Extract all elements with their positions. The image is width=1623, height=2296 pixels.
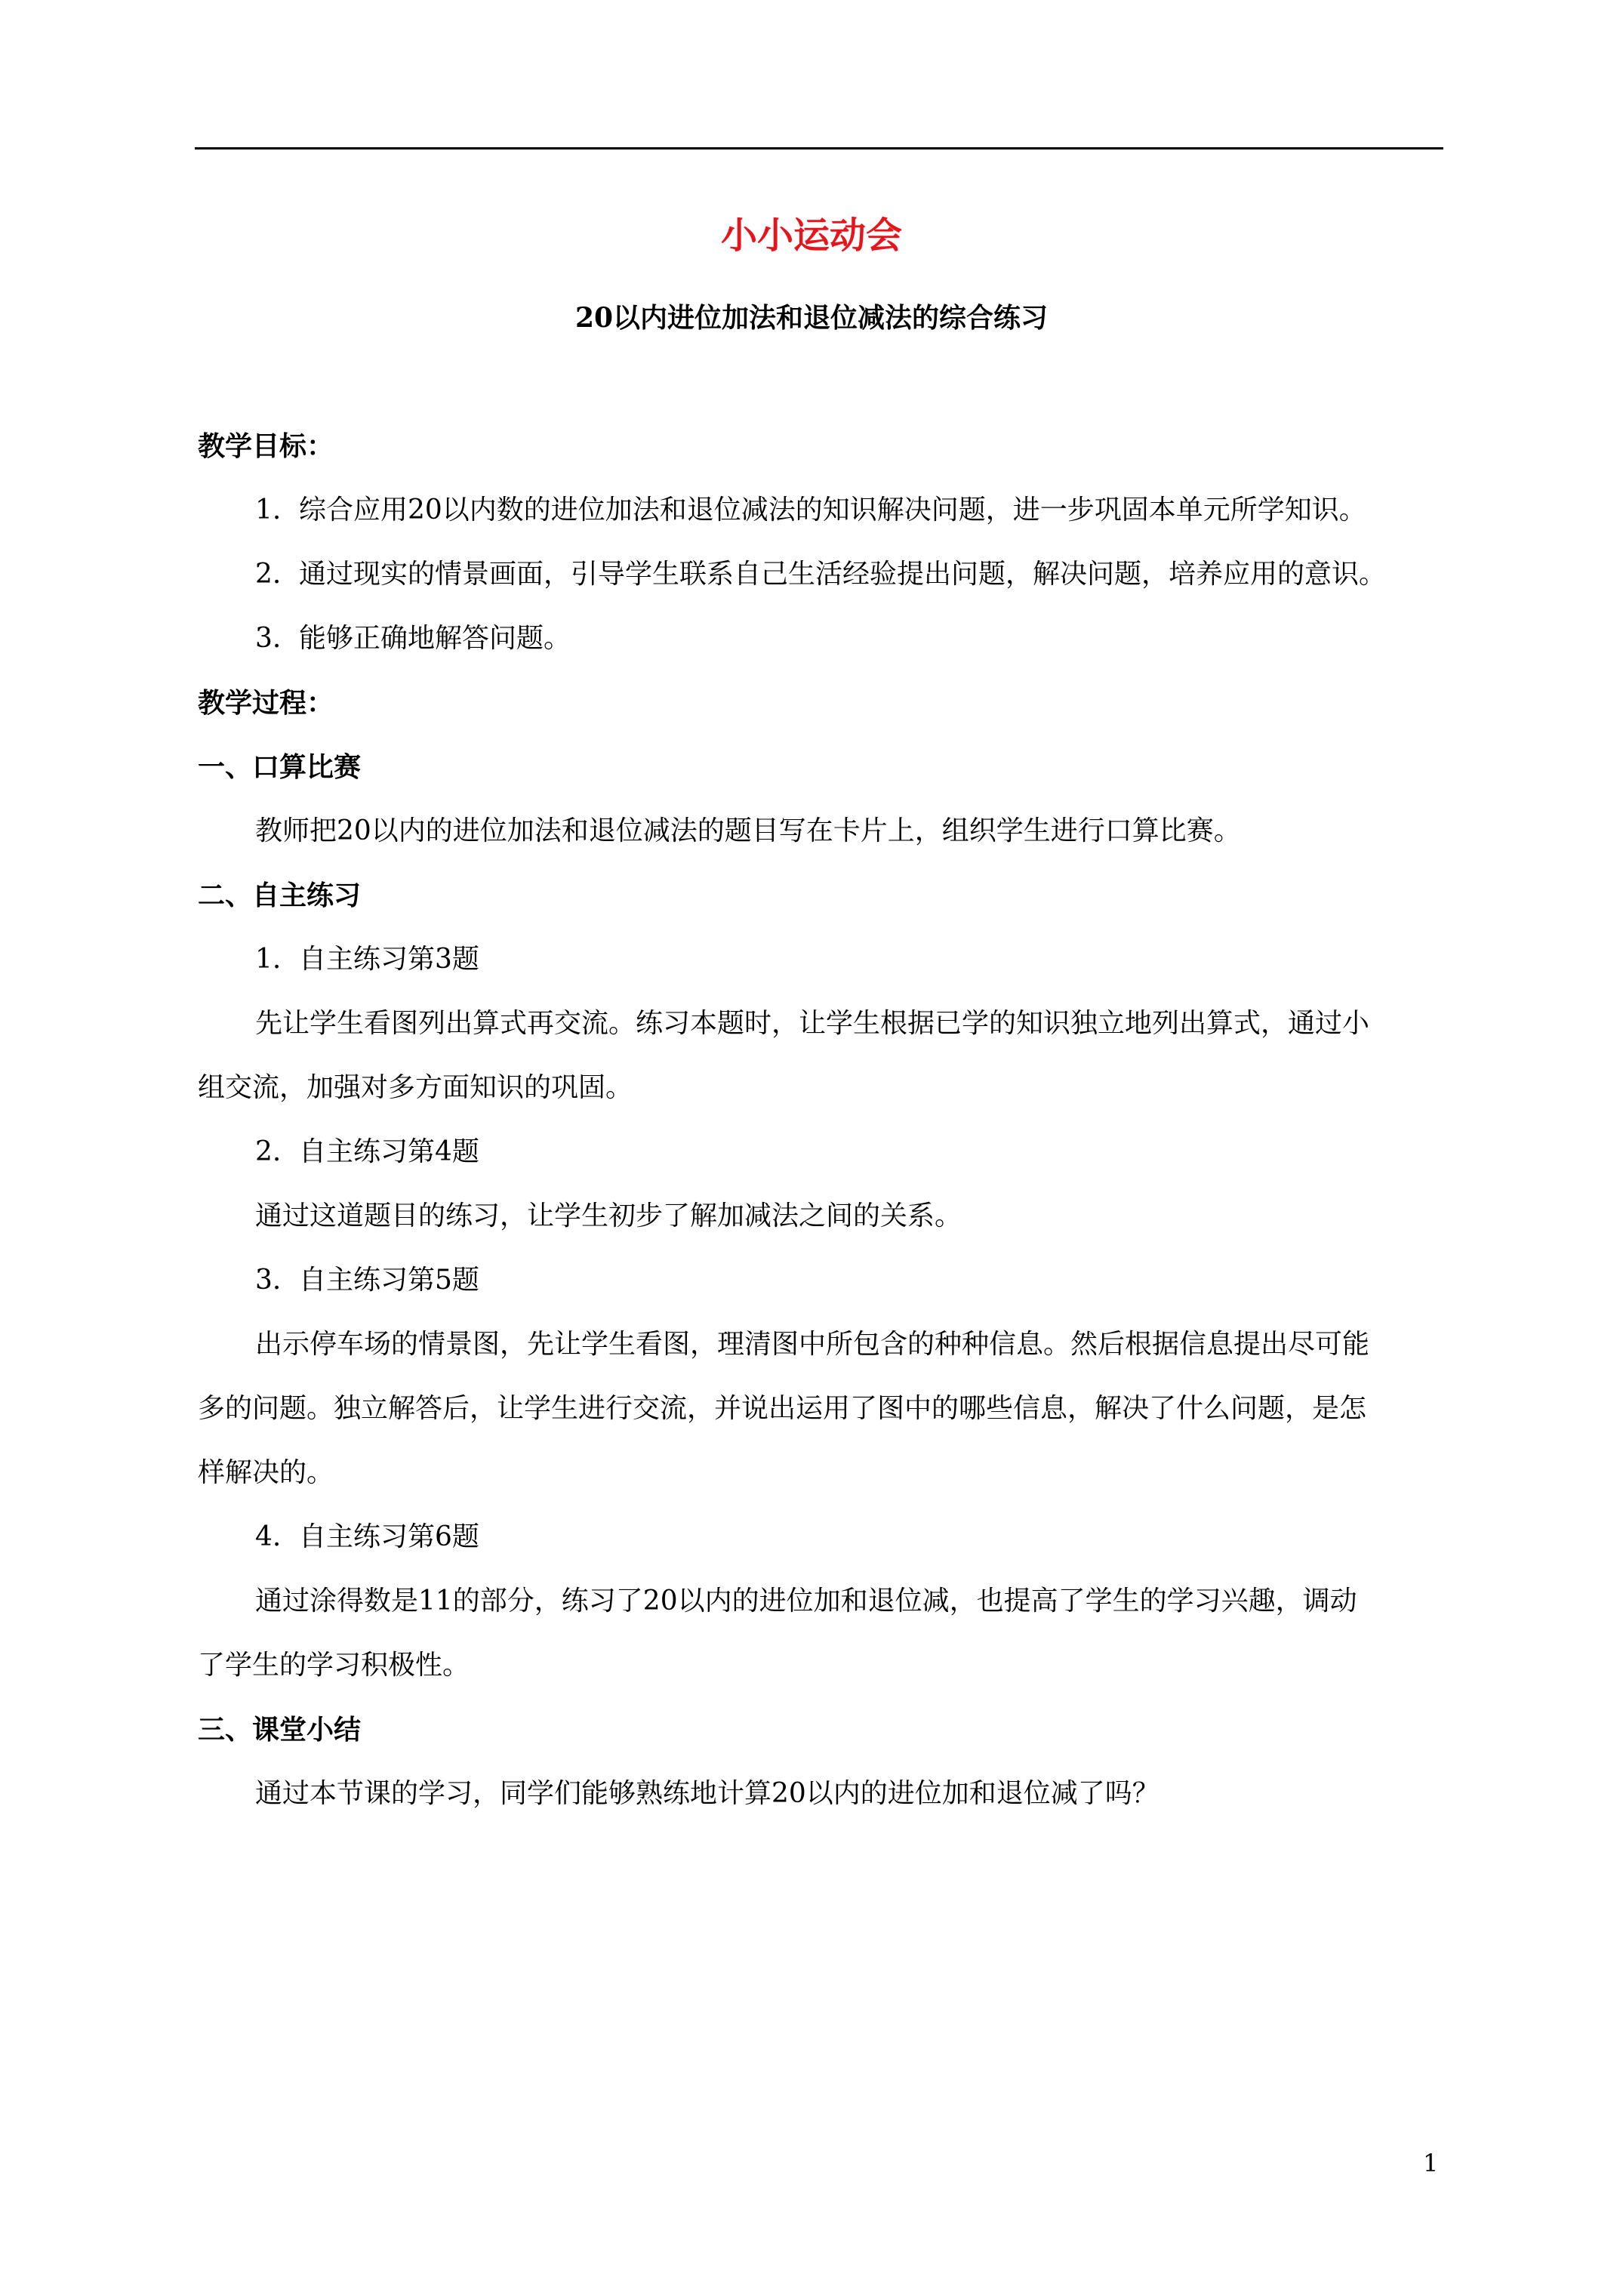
exercise-label: 自主练习第5题 (299, 1265, 479, 1296)
section1-heading: 一、口算比赛 (198, 751, 362, 783)
section3-paragraph: 通过本节课的学习，同学们能够熟练地计算20以内的进位加和退位减了吗？ (255, 1778, 1160, 1809)
exercise-item-4 (255, 1520, 479, 1555)
objective-number: 1. (255, 495, 282, 525)
objective-text: 通过现实的情景画面，引导学生联系自己生活经验提出问题，解决问题，培养应用的意识。 (299, 559, 1387, 590)
objective-text: 综合应用20以内数的进位加法和退位减法的知识解决问题，进一步巩固本单元所学知识。 (299, 495, 1366, 525)
exercise-4-line-1: 通过涂得数是11的部分，练习了20以内的进位加和退位减，也提高了学生的学习兴趣，调动 (255, 1586, 1357, 1616)
document-title: 小小运动会 (720, 214, 902, 257)
objective-item-1 (255, 493, 1366, 528)
exercise-number: 3. (255, 1265, 282, 1296)
objective-number: 2. (255, 559, 282, 590)
exercise-3-line-3: 样解决的。 (198, 1457, 334, 1488)
exercise-3-line-1: 出示停车场的情景图，先让学生看图，理清图中所包含的种种信息。然后根据信息提出尽可能 (255, 1329, 1370, 1360)
exercise-number: 1. (255, 944, 282, 975)
page-number: 1 (1423, 2149, 1439, 2177)
exercise-label: 自主练习第3题 (299, 944, 479, 975)
header-rule (195, 147, 1443, 149)
exercise-item-2 (255, 1135, 479, 1170)
objective-text: 能够正确地解答问题。 (299, 623, 571, 654)
section3-heading: 三、课堂小结 (198, 1714, 362, 1746)
objectives-heading: 教学目标： (198, 430, 334, 462)
objective-item-3 (255, 621, 571, 656)
exercise-number: 4. (255, 1521, 282, 1552)
exercise-number: 2. (255, 1136, 282, 1167)
objective-number: 3. (255, 623, 282, 654)
exercise-1-line-2: 组交流，加强对多方面知识的巩固。 (198, 1072, 633, 1103)
exercise-3-line-2: 多的问题。独立解答后，让学生进行交流，并说出运用了图中的哪些信息，解决了什么问题，是怎 (198, 1393, 1367, 1424)
document-subtitle: 20以内进位加法和退位减法的综合练习 (574, 302, 1049, 334)
exercise-item-3 (255, 1263, 479, 1298)
exercise-item-1 (255, 942, 479, 977)
process-heading: 教学过程： (198, 687, 334, 719)
exercise-4-line-2: 了学生的学习积极性。 (198, 1650, 470, 1681)
exercise-2-line-1: 通过这道题目的练习，让学生初步了解加减法之间的关系。 (255, 1200, 962, 1231)
objective-item-2 (255, 557, 1386, 592)
exercise-label: 自主练习第4题 (299, 1136, 479, 1167)
section2-heading: 二、自主练习 (198, 880, 362, 911)
section1-paragraph: 教师把20以内的进位加法和退位减法的题目写在卡片上，组织学生进行口算比赛。 (255, 815, 1241, 846)
exercise-label: 自主练习第6题 (299, 1521, 479, 1552)
exercise-1-line-1: 先让学生看图列出算式再交流。练习本题时，让学生根据已学的知识独立地列出算式，通过小 (255, 1008, 1370, 1039)
